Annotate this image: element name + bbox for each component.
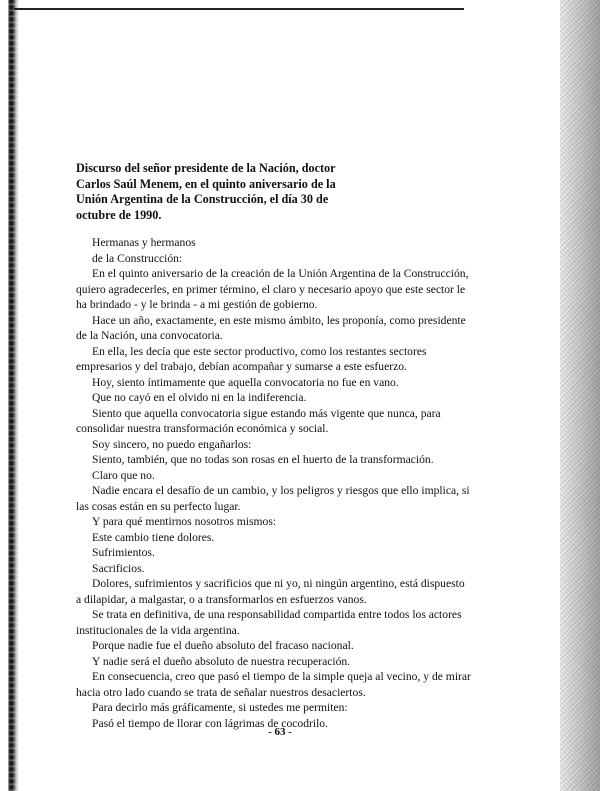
body-line: Que no cayó en el olvido ni en la indiferencia.	[92, 391, 307, 404]
body-line: Y para qué mentirnos nosotros mismos:	[92, 515, 277, 528]
body-line: Porque nadie fue el dueño absoluto del fracaso nacional.	[92, 639, 354, 652]
body-line: Hermanas y hermanos	[92, 236, 196, 249]
body-line: Nadie encara el desafío de un cambio, y los peligros y riesgos que ello implica, si	[92, 484, 470, 497]
body-line: Hoy, siento íntimamente que aquella convocatoria no fue en vano.	[92, 375, 399, 389]
body-line: Sufrimientos.	[92, 546, 155, 559]
title-line: octubre de 1990.	[76, 207, 162, 222]
body-line: consolidar nuestra transformación económica y social.	[76, 422, 329, 435]
title-line: Carlos Saúl Menem, en el quinto aniversario de la	[76, 176, 336, 191]
body-line: Soy sincero, no puedo engañarlos:	[92, 437, 252, 451]
scan-right-edge	[560, 0, 600, 791]
speech-title	[76, 161, 346, 223]
body-line: de la Construcción:	[92, 251, 183, 265]
body-line: empresarios y del trabajo, debían acompañar y sumarse a este esfuerzo.	[76, 360, 407, 373]
body-line: Y nadie será el dueño absoluto de nuestra recuperación.	[92, 654, 351, 668]
top-rule	[14, 8, 464, 10]
speech-body	[76, 235, 496, 731]
page-number: - 63 -	[268, 726, 292, 738]
scan-binding-edge	[0, 0, 22, 791]
body-line: Claro que no.	[92, 468, 155, 482]
body-line: En ella, les decía que este sector productivo, como los restantes sectores	[92, 344, 427, 358]
body-line: a dilapidar, a malgastar, o a transformarlos en esfuerzos vanos.	[76, 592, 367, 606]
body-line: Este cambio tiene dolores.	[92, 530, 215, 544]
body-line: las cosas están en su perfecto lugar.	[76, 499, 241, 513]
body-line: ha brindado - y le brinda - a mi gestión de gobierno.	[76, 298, 318, 311]
body-line: Dolores, sufrimientos y sacrificios que ni yo, ni ningún argentino, está dispuesto	[92, 577, 465, 590]
title-line: Discurso del señor presidente de la Nación, doctor	[76, 161, 336, 175]
body-line: En consecuencia, creo que pasó el tiempo de la simple queja al vecino, y de mirar	[92, 670, 471, 683]
body-line: Sacrificios.	[92, 561, 145, 575]
body-line: quiero agradecerles, en primer término, el claro y necesario apoyo que este sector le	[76, 282, 466, 296]
body-line: Hace un año, exactamente, en este mismo ámbito, les proponía, como presidente	[92, 313, 466, 327]
body-line: Siento, también, que no todas son rosas en el huerto de la transformación.	[92, 453, 434, 466]
body-line: institucionales de la vida argentina.	[76, 623, 240, 637]
body-line: de la Nación, una convocatoria.	[76, 329, 223, 342]
title-line: Unión Argentina de la Construcción, el día 30 de	[76, 192, 329, 206]
body-line: Se trata en definitiva, de una responsabilidad compartida entre todos los actores	[92, 608, 462, 621]
body-line: Siento que aquella convocatoria sigue estando más vigente que nunca, para	[92, 406, 441, 420]
body-line: Para decirlo más gráficamente, si ustedes me permiten:	[92, 701, 348, 714]
body-line: Pasó el tiempo de llorar con lágrimas de cocodrilo.	[92, 716, 328, 730]
body-line: hacia otro lado cuando se trata de señalar nuestros desaciertos.	[76, 685, 366, 699]
body-line: En el quinto aniversario de la creación de la Unión Argentina de la Construcción,	[92, 267, 469, 280]
